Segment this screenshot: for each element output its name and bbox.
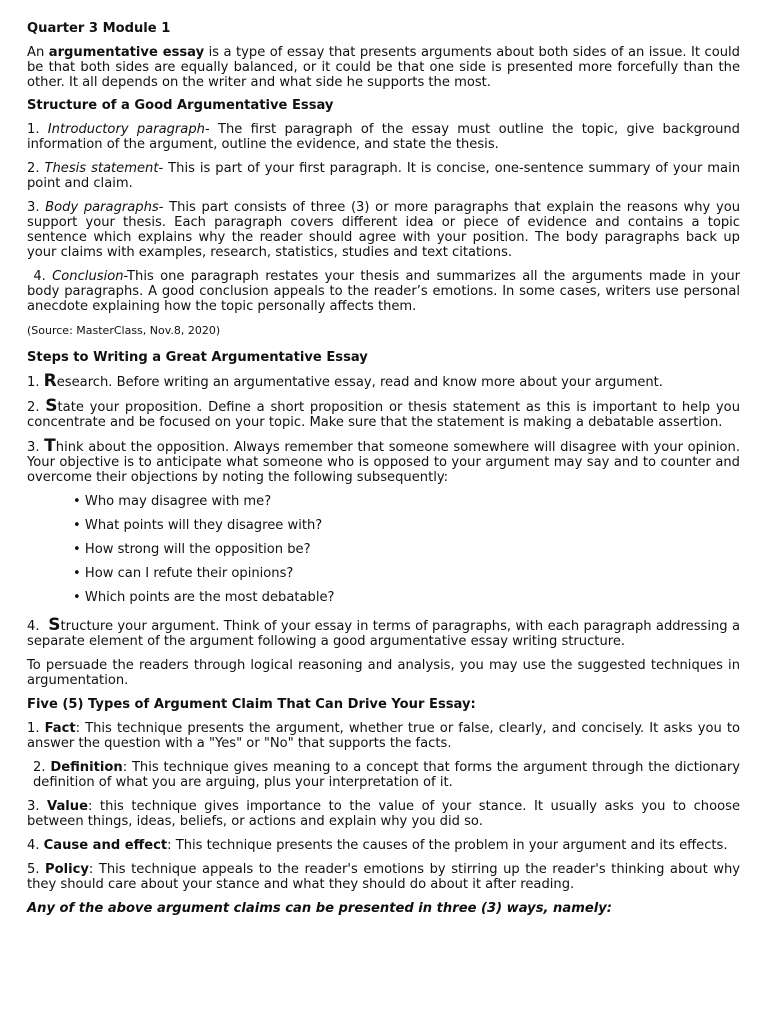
step-initial: R bbox=[43, 371, 57, 391]
step-item bbox=[27, 371, 740, 391]
structure-item bbox=[27, 122, 740, 152]
claim-text: : This technique appeals to the reader's emotions by stirring up the reader's thinking about why they should care about your stance and what they should do about it after reading. bbox=[27, 862, 741, 892]
step-number: 4. bbox=[27, 619, 49, 634]
step-text: esearch. Before writing an argumentative essay, read and know more about your argument. bbox=[56, 375, 663, 390]
opposition-questions bbox=[27, 494, 740, 605]
item-term: Introductory paragraph bbox=[47, 122, 205, 137]
claim-number: 5. bbox=[27, 862, 46, 877]
item-text: - This is part of your first paragraph. It is concise, one-sentence summary of your main point and claim. bbox=[27, 161, 740, 191]
module-title: Quarter 3 Module 1 bbox=[27, 21, 171, 36]
claim-number: 2. bbox=[33, 760, 51, 775]
claim-number: 3. bbox=[27, 799, 48, 814]
step-item bbox=[27, 436, 741, 485]
structure-item bbox=[27, 269, 745, 314]
item-text: - This part consists of three (3) or more paragraphs that explain the reasons why you support your thesis. Each paragraph covers different idea or piece of evidence and contains a topic sentence which explains why the reader should agree with your position. The body paragraphs back up your claims with examples, research, statistics, studies and text citations. bbox=[27, 200, 741, 260]
item-text: -This one paragraph restates your thesis and summarizes all the arguments made in your body paragraphs. A good conclusion appeals to the reader’s emotions. In some cases, writers use personal anecdote explaining how the topic personally affects them. bbox=[27, 269, 745, 314]
list-item: • What points will they disagree with? bbox=[73, 518, 323, 533]
list-item: • Who may disagree with me? bbox=[73, 494, 272, 509]
claim-item bbox=[27, 838, 740, 853]
step-item bbox=[27, 615, 745, 649]
claim-term: Value bbox=[47, 799, 88, 814]
step-item bbox=[27, 396, 740, 430]
step-text: hink about the opposition. Always remember that someone somewhere will disagree with your opinion. Your objective is to anticipate what someone who is opposed to your argument may say and to counter and overcome their objections by noting the following subsequently: bbox=[27, 440, 741, 485]
item-number: 1. bbox=[27, 122, 48, 137]
item-text: - The first paragraph of the essay must outline the topic, give background information of the argument, outline the evidence, and state the thesis. bbox=[27, 122, 740, 152]
steps-heading: Steps to Writing a Great Argumentative Essay bbox=[27, 350, 368, 365]
intro-term: argumentative essay bbox=[48, 45, 205, 60]
step-text: tate your proposition. Define a short proposition or thesis statement as this is important to help you concentrate and be focused on your topic. Make sure that the statement is making a debatable assertion. bbox=[27, 400, 740, 430]
item-term: Body paragraphs bbox=[45, 200, 159, 215]
structure-heading: Structure of a Good Argumentative Essay bbox=[27, 98, 334, 113]
item-term: Conclusion bbox=[52, 269, 124, 284]
claim-term: Definition bbox=[50, 760, 123, 775]
step-initial: S bbox=[45, 396, 58, 416]
document-page bbox=[27, 21, 745, 916]
step-number: 3. bbox=[27, 440, 45, 455]
list-item: • How strong will the opposition be? bbox=[73, 542, 311, 557]
item-number: 3. bbox=[27, 200, 46, 215]
intro-text-pre: An bbox=[27, 45, 49, 60]
claim-number: 4. bbox=[27, 838, 44, 853]
intro-paragraph bbox=[27, 45, 740, 90]
claim-item bbox=[27, 721, 740, 751]
claim-text: : this technique gives importance to the value of your stance. It usually asks you to choose between things, ideas, beliefs, or actions and explain why you did so. bbox=[27, 799, 740, 829]
closing-statement: Any of the above argument claims can be presented in three (3) ways, namely: bbox=[27, 901, 612, 916]
item-number: 2. bbox=[27, 161, 45, 176]
step-number: 1. bbox=[27, 375, 44, 390]
claim-text: : This technique presents the argument, whether true or false, clearly, and concisely. It asks you to answer the question with a "Yes" or "No" that supports the facts. bbox=[27, 721, 740, 751]
step-number: 2. bbox=[27, 400, 46, 415]
item-number: 4. bbox=[27, 269, 53, 284]
structure-item bbox=[27, 200, 740, 260]
list-item: • How can I refute their opinions? bbox=[73, 566, 294, 581]
claim-term: Fact bbox=[44, 721, 76, 736]
intro-text: is a type of essay that presents arguments about both sides of an issue. It could be that both sides are equally balanced, or it could be that one side is presented more forcefully than the other. It all depends on the writer and what side he supports the most. bbox=[27, 45, 740, 90]
list-item: • Which points are the most debatable? bbox=[73, 590, 335, 605]
claim-item bbox=[27, 760, 740, 790]
claim-term: Policy bbox=[45, 862, 89, 877]
source-citation: (Source: MasterClass, Nov.8, 2020) bbox=[27, 324, 221, 337]
item-term: Thesis statement bbox=[44, 161, 159, 176]
claim-text: : This technique gives meaning to a concept that forms the argument through the dictionary definition of what you are arguing, plus your interpretation of it. bbox=[33, 760, 741, 790]
step-text: tructure your argument. Think of your essay in terms of paragraphs, with each paragraph addressing a separate element of the argument following a good argumentative essay writing structure. bbox=[27, 619, 745, 649]
claims-heading: Five (5) Types of Argument Claim That Can Drive Your Essay: bbox=[27, 697, 476, 712]
step-initial: S bbox=[48, 615, 61, 635]
claim-number: 1. bbox=[27, 721, 45, 736]
claim-term: Cause and effect bbox=[43, 838, 168, 853]
claim-item bbox=[27, 862, 740, 892]
claim-text: : This technique presents the causes of the problem in your argument and its effects. bbox=[167, 838, 728, 853]
structure-item bbox=[27, 161, 740, 191]
claim-item bbox=[27, 799, 740, 829]
step-initial: T bbox=[44, 436, 56, 456]
persuade-paragraph: To persuade the readers through logical reasoning and analysis, you may use the suggested techniques in argumentation. bbox=[27, 658, 740, 688]
